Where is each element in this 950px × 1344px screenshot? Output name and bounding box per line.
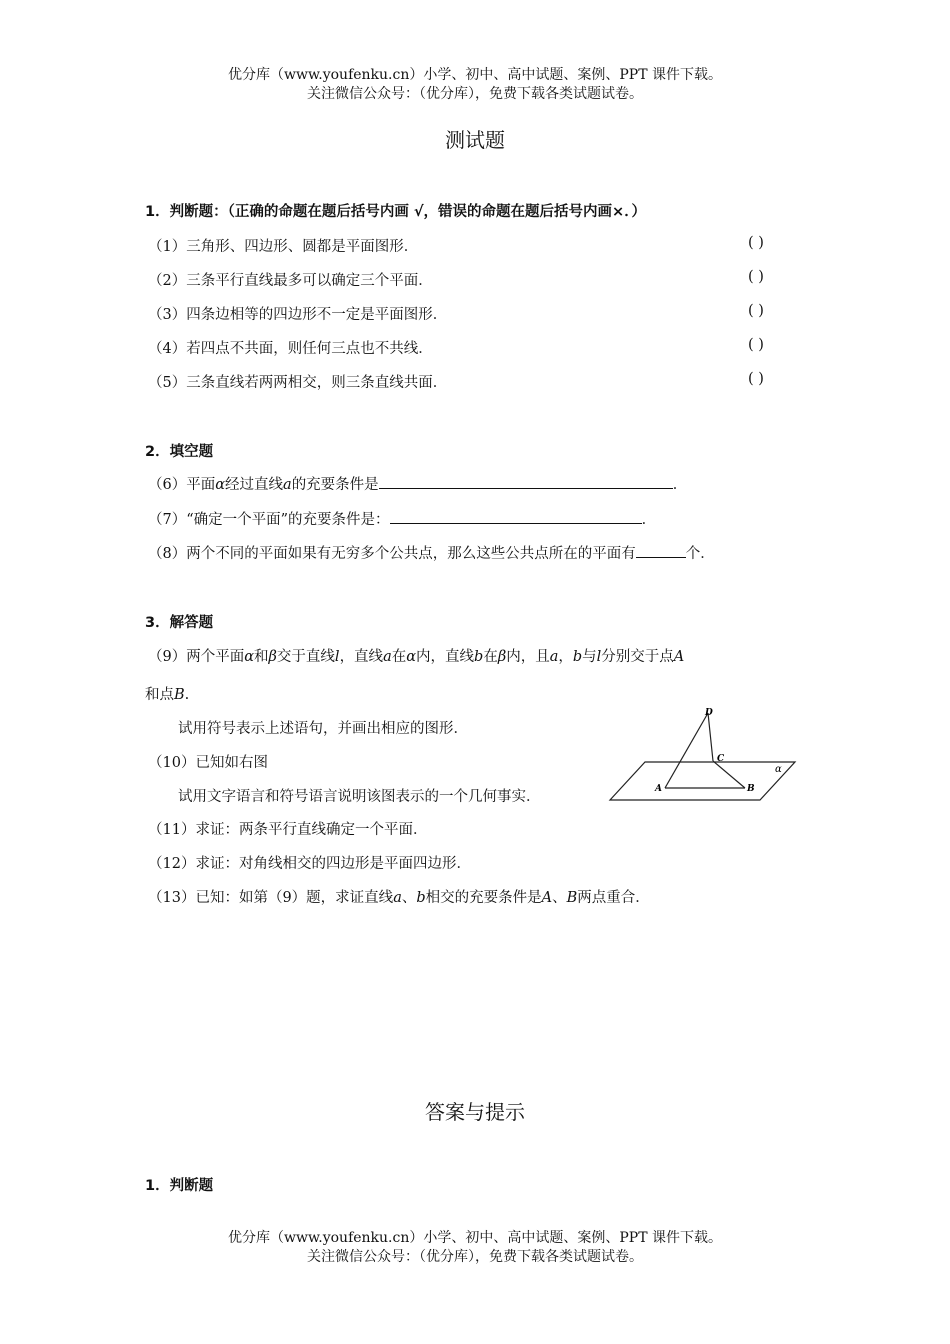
question-11: （11）求证：两条平行直线确定一个平面． [148,822,428,838]
question-12: （12）求证：对角线相交的四边形是平面四边形． [148,856,471,872]
page-header [0,66,950,104]
page-footer [0,1229,950,1267]
label-d: D [705,708,713,718]
question-9-task: 试用符号表示上述语句，并画出相应的图形． [178,721,468,737]
segment-da [665,713,708,788]
question-7: （7）“确定一个平面”的充要条件是： ． [148,508,656,529]
answer-bracket-2: ( ) [748,269,764,285]
question-8: （8）两个不同的平面如果有无穷多个公共点，那么这些公共点所在的平面有 个． [148,542,715,563]
answer-bracket-3: ( ) [748,303,764,319]
question-9: （9）两个平面α和β交于直线l，直线a在α内，直线b在β内，且a，b与l分别交于点A [148,649,685,665]
answers-section-1-heading: 1．判断题 [145,1178,214,1194]
question-5: （5）三条直线若两两相交，则三条直线共面． [148,375,448,391]
answer-bracket-1: ( ) [748,235,764,251]
question-1: （1）三角形、四边形、圆都是平面图形． [148,239,419,255]
question-3: （3）四条边相等的四边形不一定是平面图形． [148,307,448,323]
header-line-1: 优分库（www.youfenku.cn）小学、初中、高中试题、案例、PPT 课件下载。 [227,67,722,83]
label-c: C [717,754,725,764]
question-4: （4）若四点不共面，则任何三点也不共线． [148,341,433,357]
section-3-heading: 3．解答题 [145,615,214,631]
question-6: （6）平面α经过直线a的充要条件是 ． [148,473,687,494]
question-13: （13）已知：如第（9）题，求证直线a、b相交的充要条件是A、B两点重合． [148,890,650,906]
fill-blank-7[interactable] [390,509,642,524]
answer-bracket-5: ( ) [748,371,764,387]
segment-cb [713,761,745,788]
section-2-heading: 2．填空题 [145,444,214,460]
answers-title: 答案与提示 [425,1100,525,1124]
label-a: A [655,784,662,794]
segment-dc [708,713,713,761]
geometry-figure [605,703,800,803]
fill-blank-6[interactable] [379,474,673,489]
question-2: （2）三条平行直线最多可以确定三个平面． [148,273,433,289]
label-alpha: α [775,764,782,775]
question-10-task: 试用文字语言和符号语言说明该图表示的一个几何事实． [178,789,541,805]
page-title: 测试题 [445,128,505,152]
plane-alpha [610,762,795,800]
question-9-continued: 和点B. [145,687,190,703]
answer-bracket-4: ( ) [748,337,764,353]
footer-line-1: 优分库（www.youfenku.cn）小学、初中、高中试题、案例、PPT 课件下载。 [227,1230,722,1246]
section-1-heading: 1．判断题：（正确的命题在题后括号内画 √，错误的命题在题后括号内画×．） [145,204,646,220]
fill-blank-8[interactable] [636,543,686,558]
label-b: B [747,784,755,794]
header-line-2: 关注微信公众号：（优分库），免费下载各类试题试卷。 [307,86,643,102]
footer-line-2: 关注微信公众号：（优分库），免费下载各类试题试卷。 [307,1249,643,1265]
question-10: （10）已知如右图 [148,755,268,771]
